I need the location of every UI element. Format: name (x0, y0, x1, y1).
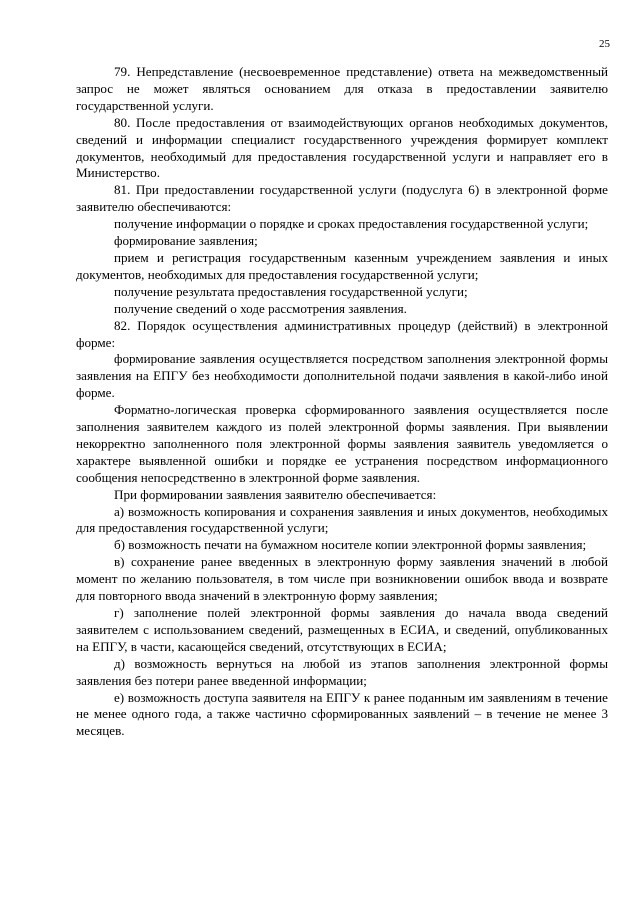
list-item-info: получение информации о порядке и сроках предоставления государственной услуги; (114, 216, 589, 232)
list-item-result: получение результата предоставления государственной услуги; (114, 283, 468, 299)
paragraph-80: 80. После предоставления от взаимодействующих органов необходимых документов, сведений и информации специалист государственного учреждения формирует комплект документов, необходимый для предоставления государственной услуги и направляет его в Министерство. (76, 114, 608, 181)
list-item-d: д) возможность вернуться на любой из этапов заполнения электронной формы заявления без потери ранее введенной информации; (76, 655, 608, 688)
list-item-a: а) возможность копирования и сохранения заявления и иных документов, необходимых для предоставления государственной услуги; (76, 503, 608, 536)
paragraph-form-fill: формирование заявления осуществляется посредством заполнения электронной формы заявления на ЕПГУ без необходимости дополнительной подачи заявления в какой-либо иной форме. (76, 351, 608, 401)
list-item-form: формирование заявления; (114, 233, 258, 249)
paragraph-format-check: Форматно-логическая проверка сформированного заявления осуществляется после заполнения заявителем каждого из полей электронной формы заявления. При выявлении некорректно заполненного поля электронной формы заявления заявитель уведомляется о характере выявленной ошибки и порядке ее устранения посредством информационного сообщения непосредственно в электронной форме заявления. (76, 402, 608, 485)
list-item-b: б) возможность печати на бумажном носителе копии электронной формы заявления; (114, 537, 587, 553)
list-item-e: е) возможность доступа заявителя на ЕПГУ к ранее поданным им заявлениям в течение не менее одного года, а также частично сформированных заявлений – в течение не менее 3 месяцев. (76, 689, 608, 739)
paragraph-provided: При формировании заявления заявителю обеспечивается: (114, 486, 437, 502)
paragraph-79: 79. Непредставление (несвоевременное представление) ответа на межведомственный запрос не может являться основанием для отказа в предоставлении заявителю государственной услуги. (76, 64, 608, 113)
list-item-v: в) сохранение ранее введенных в электронную форму заявления значений в любой момент по желанию пользователя, в том числе при возникновении ошибок ввода и возврате для повторного ввода значений в электронную форму заявления; (76, 554, 608, 604)
body-text (76, 64, 608, 740)
list-item-status: получение сведений о ходе рассмотрения заявления. (114, 300, 407, 316)
list-item-registration: прием и регистрация государственным казенным учреждением заявления и иных документов, необходимых для предоставления государственной услуги; (76, 249, 608, 282)
paragraph-82: 82. Порядок осуществления административных процедур (действий) в электронной форме: (76, 317, 608, 350)
page-number: 25 (599, 38, 610, 50)
paragraph-81: 81. При предоставлении государственной услуги (подуслуга 6) в электронной форме заявителю обеспечиваются: (76, 182, 608, 215)
list-item-g: г) заполнение полей электронной формы заявления до начала ввода сведений заявителем с использованием сведений, размещенных в ЕСИА, и сведений, опубликованных на ЕПГУ, в части, касающейся сведений, отсутствующих в ЕСИА; (76, 605, 608, 654)
